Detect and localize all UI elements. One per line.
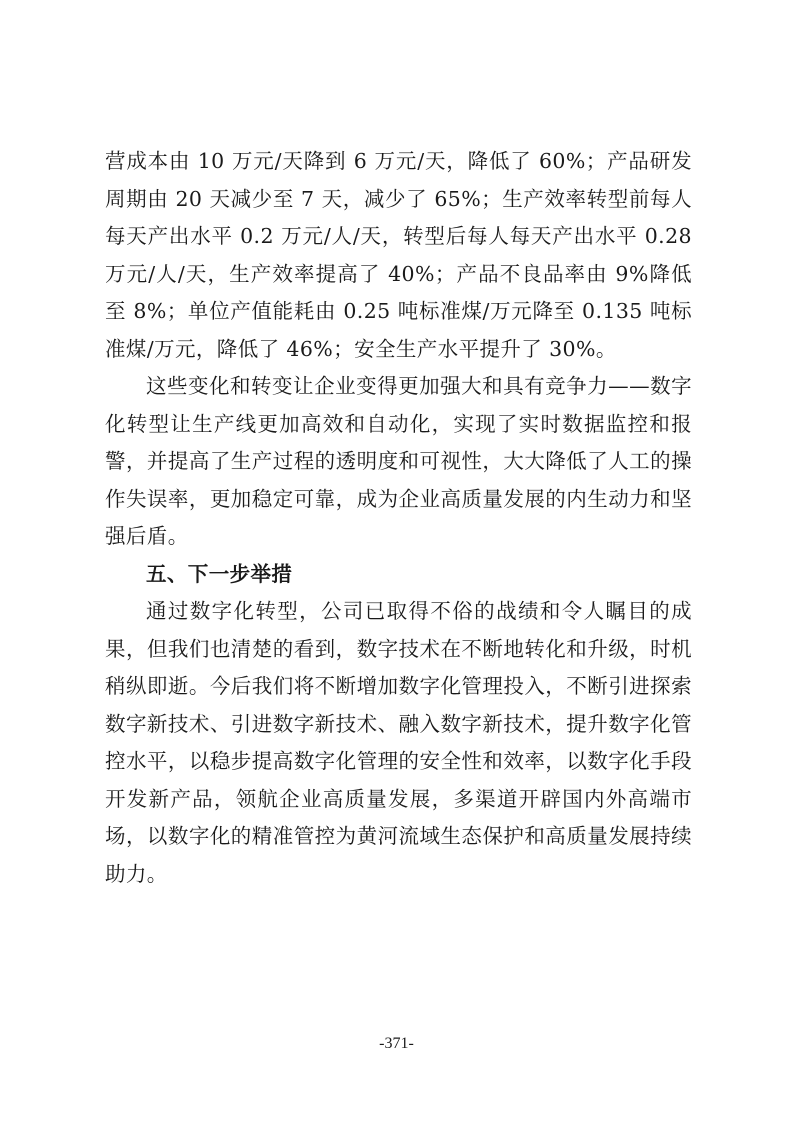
section-heading-next-steps: 五、下一步举措 — [146, 561, 293, 586]
paragraph-changes: 这些变化和转变让企业变得更加强大和具有竞争力——数字化转型让生产线更加高效和自动化，实现了实时数据监控和报警，并提高了生产过程的透明度和可视性，大大降低了人工的操作失误率，更加稳定可靠，成为企业高质量发展的内生动力和坚强后盾。 — [105, 374, 692, 548]
document-body — [105, 143, 692, 893]
paragraph-results-figures: 营成本由 10 万元/天降到 6 万元/天，降低了 60%；产品研发周期由 20 天减少至 7 天，减少了 65%；生产效率转型前每人每天产出水平 0.2 万元/人/天，转型后每人每天产出水平 0.28 万元/人/天，生产效率提高了 40%；产品不良品率由 9%降低至 8%；单位产值能耗由 0.25 吨标准煤/万元降至 0.135 吨标准煤/万元，降低了 46%；安全生产水平提升了 30%。 — [105, 149, 692, 361]
paragraph-next-steps: 通过数字化转型，公司已取得不俗的战绩和令人瞩目的成果，但我们也清楚的看到，数字技术在不断地转化和升级，时机稍纵即逝。今后我们将不断增加数字化管理投入，不断引进探索数字新技术、引进数字新技术、融入数字新技术，提升数字化管控水平，以稳步提高数字化管理的安全性和效率，以数字化手段开发新产品，领航企业高质量发展，多渠道开辟国内外高端市场，以数字化的精准管控为黄河流域生态保护和高质量发展持续助力。 — [105, 599, 692, 886]
page-number: -371- — [379, 1035, 414, 1052]
